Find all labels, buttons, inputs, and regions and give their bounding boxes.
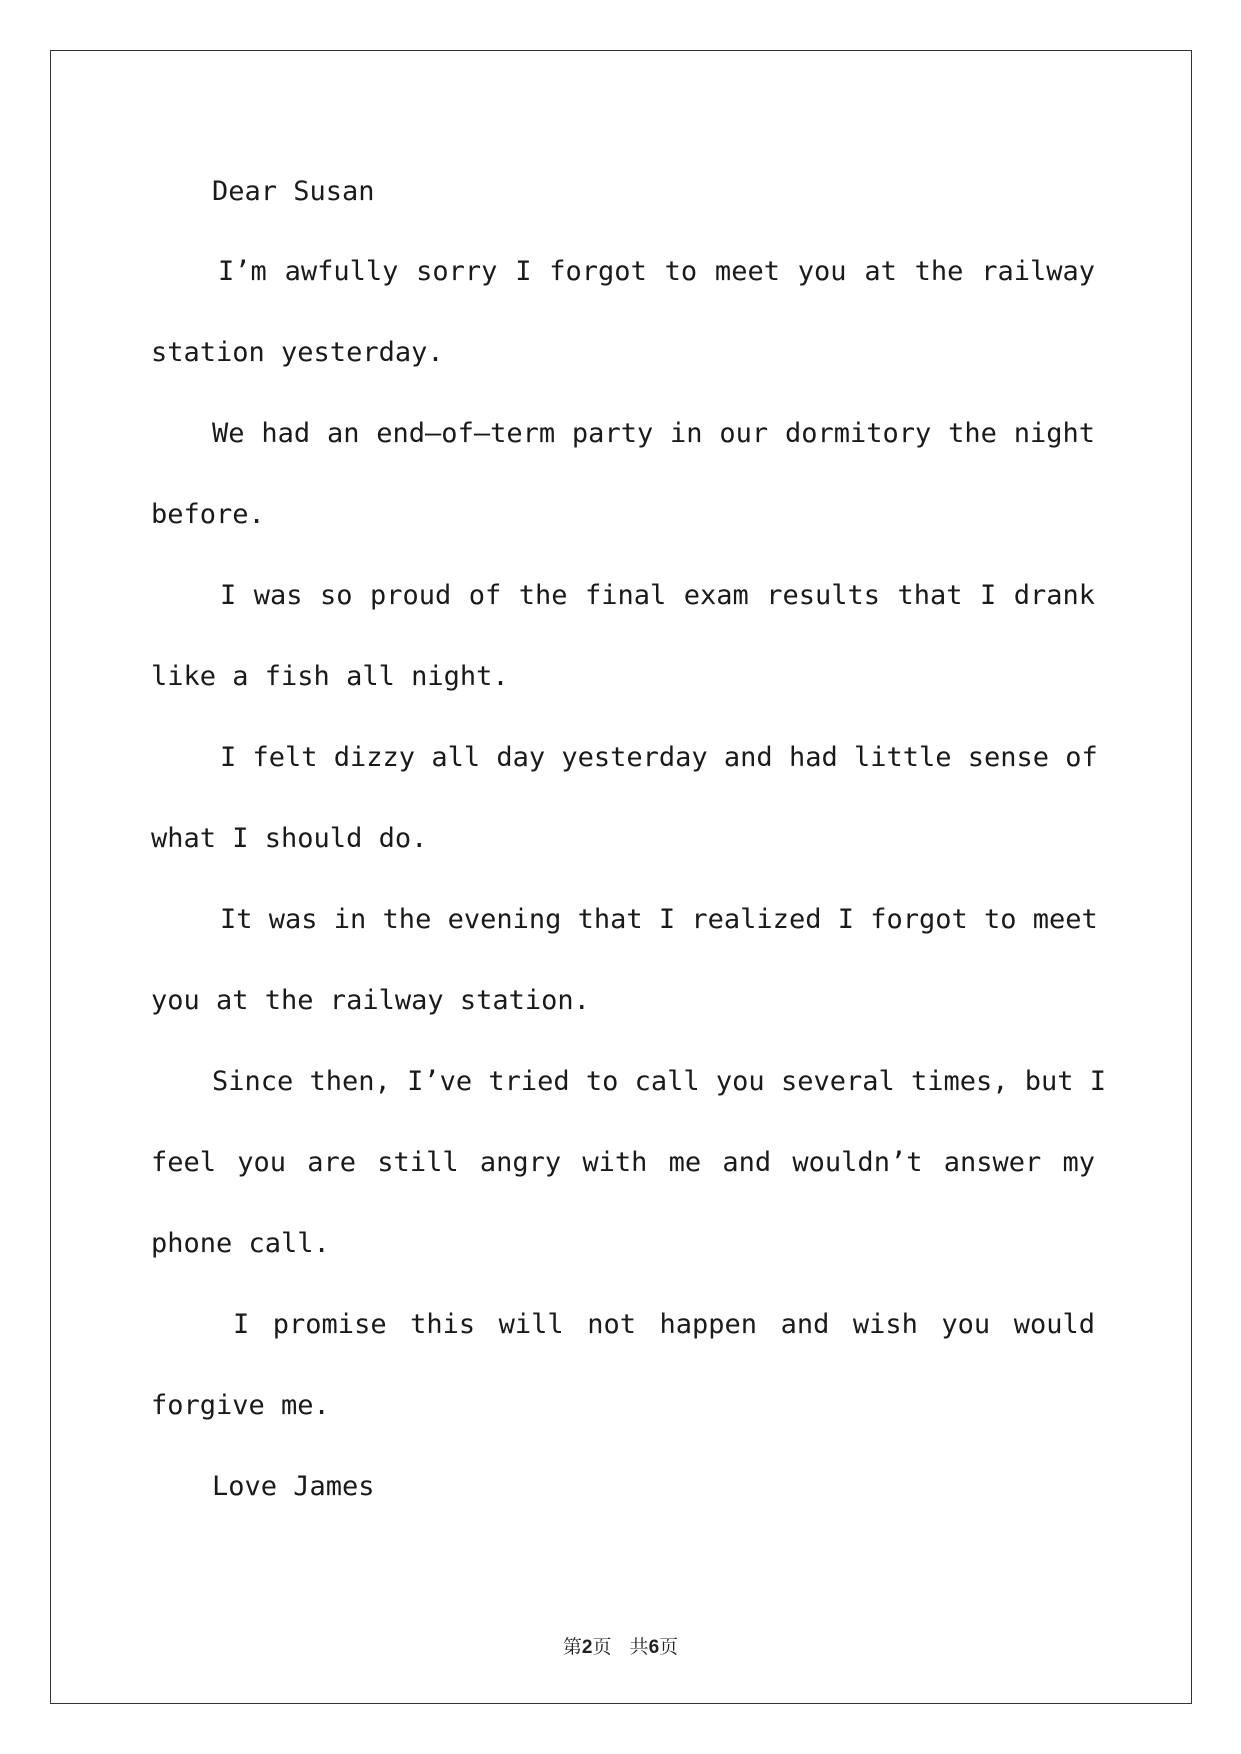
paragraph-3-line-2: like a fish all night. [151,661,509,692]
paragraph-1-line-1: I’m awfully sorry I forgot to meet you at the railway [218,256,1095,287]
paragraph-7-line-1: I promise this will not happen and wish you would [233,1309,1095,1340]
page-number-footer [0,1632,1241,1659]
footer-middle: 页 共 [592,1636,649,1658]
greeting: Dear Susan [212,176,375,207]
paragraph-5-line-2: you at the railway station. [151,985,590,1016]
footer-prefix: 第 [562,1636,582,1658]
paragraph-6-line-2: feel you are still angry with me and wouldn’t answer my [151,1147,1095,1178]
paragraph-7-line-2: forgive me. [151,1390,330,1421]
footer-total-pages: 6 [648,1637,660,1658]
paragraph-2-line-2: before. [151,499,265,530]
paragraph-4-line-1: I felt dizzy all day yesterday and had little sense of [220,742,1098,773]
footer-suffix: 页 [659,1636,679,1658]
paragraph-3-line-1: I was so proud of the final exam results that I drank [220,580,1095,611]
page-frame [50,50,1192,1704]
paragraph-6-line-3: phone call. [151,1228,330,1259]
footer-current-page: 2 [581,1637,593,1658]
paragraph-1-line-2: station yesterday. [151,337,444,368]
closing-signature: Love James [212,1471,375,1502]
paragraph-4-line-2: what I should do. [151,823,428,854]
paragraph-5-line-1: It was in the evening that I realized I forgot to meet [220,904,1098,935]
paragraph-2-line-1: We had an end—of—term party in our dormitory the night [212,418,1095,449]
paragraph-6-line-1: Since then, I’ve tried to call you several times, but I [212,1066,1107,1097]
